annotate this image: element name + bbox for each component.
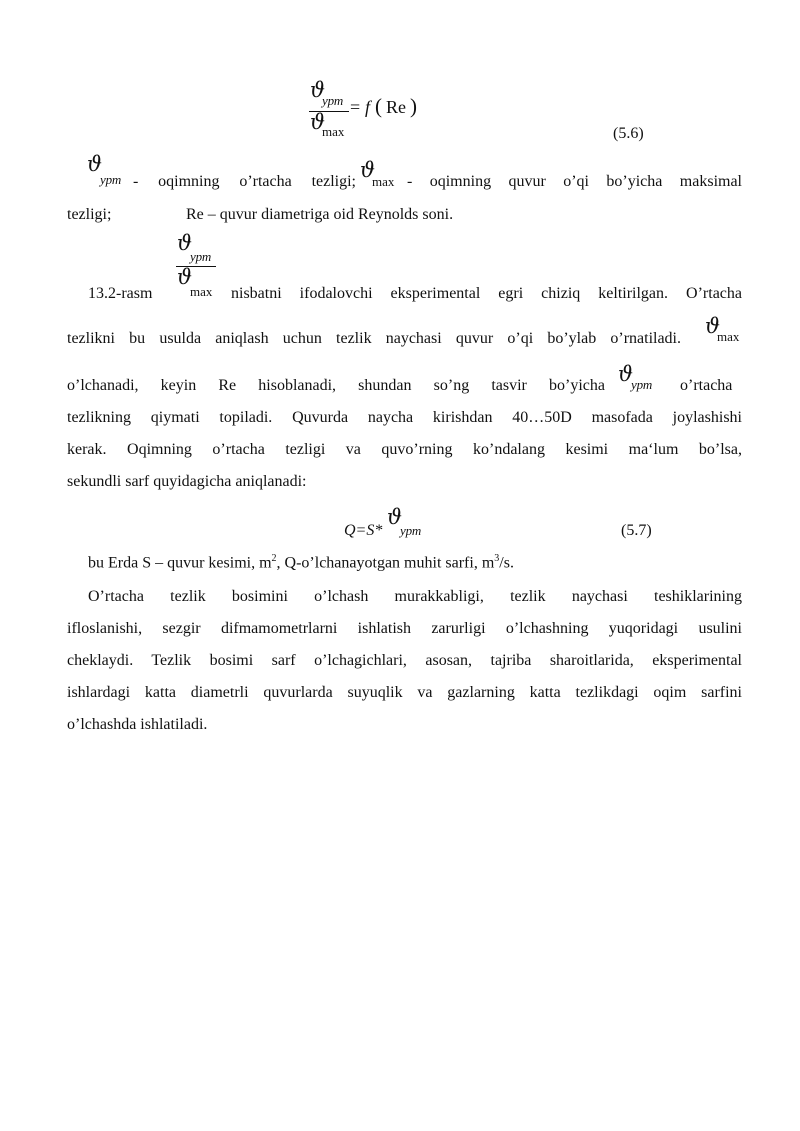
subscript-urt: урт bbox=[190, 249, 212, 264]
subscript-urt: урт bbox=[322, 93, 344, 108]
paragraph-text: , Q-o’lchanayotgan muhit sarfi, m bbox=[276, 554, 495, 572]
paragraph-text: sekundli sarf quyidagicha aniqlanadi: bbox=[67, 473, 307, 490]
theta-symbol: ϑ bbox=[360, 158, 376, 182]
paragraph-text: tezlikning qiymati topiladi. Quvurda naycha kirishdan 40…50D masofada joylashishi bbox=[67, 409, 742, 426]
paragraph-text: o’rtacha bbox=[680, 377, 733, 394]
theta-symbol: ϑ bbox=[387, 505, 403, 529]
theta-symbol: ϑ bbox=[705, 314, 721, 338]
paragraph-text: nisbatni ifodalovchi eksperimental egri chiziq keltirilgan. O’rtacha bbox=[231, 285, 742, 302]
paragraph-text: o’lchanadi, keyin Re hisoblanadi, shundan so’ng tasvir bo’yicha bbox=[67, 377, 605, 394]
paren-close: ) bbox=[410, 94, 417, 118]
subscript-urt: урт bbox=[100, 172, 122, 187]
paren-open: ( bbox=[375, 94, 382, 118]
paragraph-text: ifloslanishi, sezgir difmamometrlarni ishlatish zarurligi o’lchashning yuqoridagi usulini bbox=[67, 620, 742, 637]
subscript-urt: урт bbox=[400, 523, 422, 538]
figure-reference: 13.2-rasm bbox=[88, 285, 153, 302]
formula-lhs: Q=S* bbox=[344, 522, 383, 539]
subscript-max: max bbox=[190, 284, 213, 299]
paragraph-text: tezlikni bu usulda aniqlash uchun tezlik naychasi quvur o’qi bo’ylab o’rnatiladi. bbox=[67, 330, 681, 347]
theta-symbol: ϑ bbox=[618, 362, 634, 386]
paragraph-text: kerak. Oqimning o’rtacha tezligi va quvo’rning ko’ndalang kesimi ma‘lum bo’lsa, bbox=[67, 441, 742, 458]
equation-number: (5.7) bbox=[621, 522, 652, 539]
theta-symbol: ϑ bbox=[310, 110, 326, 134]
definition-text: tezligi; bbox=[67, 206, 112, 223]
theta-symbol: ϑ bbox=[177, 231, 193, 255]
superscript: 3 bbox=[494, 553, 500, 564]
paragraph-text: cheklaydi. Tezlik bosimi sarf o’lchagichlari, asosan, tajriba sharoitlarida, eksperimental bbox=[67, 652, 742, 669]
paragraph-text: /s. bbox=[499, 554, 514, 572]
theta-symbol: ϑ bbox=[310, 78, 326, 102]
paragraph-text: o’lchashda ishlatiladi. bbox=[67, 716, 208, 733]
definition-text: Re – quvur diametriga oid Reynolds soni. bbox=[186, 206, 454, 223]
paragraph-text: ishlardagi katta diametrli quvurlarda suyuqlik va gazlarning katta tezlikdagi oqim sarfini bbox=[67, 684, 742, 701]
theta-symbol: ϑ bbox=[177, 265, 193, 289]
reynolds-re: Re bbox=[386, 97, 406, 117]
definition-text: - oqimning quvur o’qi bo’yicha maksimal bbox=[407, 173, 742, 190]
theta-symbol: ϑ bbox=[87, 152, 103, 176]
paragraph-2 bbox=[88, 553, 514, 572]
subscript-urt: урт bbox=[631, 377, 653, 392]
equation-number: (5.6) bbox=[613, 125, 644, 142]
paragraph-text: bu Erda S – quvur kesimi, m bbox=[88, 554, 272, 572]
subscript-max: max bbox=[717, 329, 740, 344]
paragraph-text: O’rtacha tezlik bosimini o’lchash murakkabligi, tezlik naychasi teshiklarining bbox=[88, 588, 742, 605]
equals-sign: = bbox=[350, 97, 361, 117]
superscript: 2 bbox=[271, 553, 277, 564]
subscript-max: max bbox=[322, 124, 345, 139]
subscript-max: max bbox=[372, 174, 395, 189]
function-f: f bbox=[365, 97, 371, 117]
definition-text: - oqimning o’rtacha tezligi; bbox=[133, 173, 356, 190]
